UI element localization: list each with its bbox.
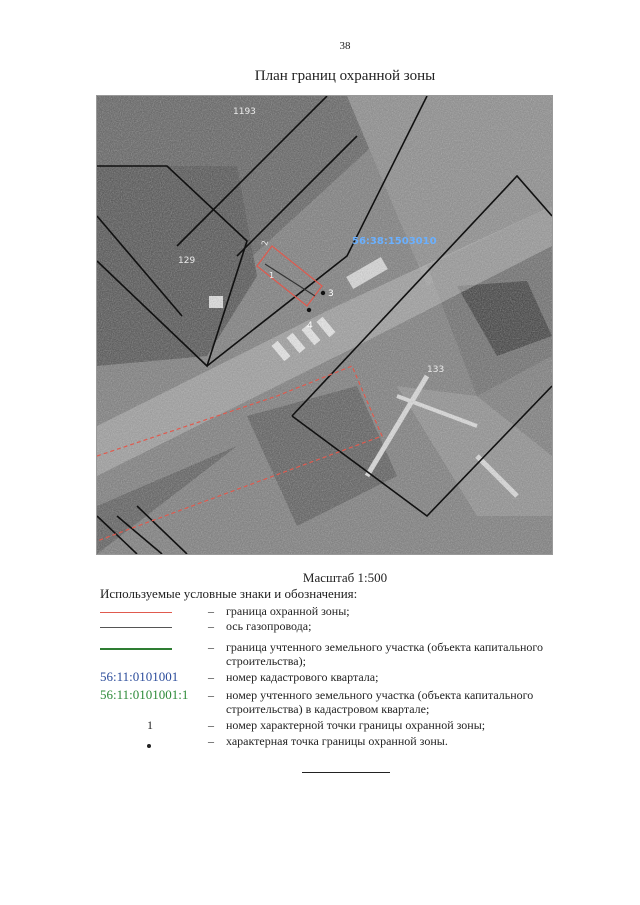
point-label-2: 2 (260, 239, 270, 247)
map-scale: Масштаб 1:500 (302, 570, 388, 585)
page-number: 38 (339, 40, 351, 52)
legend-desc: номер кадастрового квартала; (226, 670, 379, 684)
parcel-label-1193: 1193 (233, 107, 256, 117)
boundary-point (321, 291, 325, 295)
point-number-symbol: 1 (147, 718, 153, 732)
boundary-point (307, 308, 311, 312)
bottom-rule (302, 772, 390, 773)
point-label-1: 1 (269, 271, 275, 280)
quarter-number-symbol: 56:11:0101001 (100, 669, 179, 684)
legend-title: Используемые условные знаки и обозначения: (100, 586, 358, 601)
point-dot-symbol (147, 744, 151, 748)
legend-desc: граница охранной зоны; (226, 604, 350, 618)
parcel-number-symbol: 56:11:0101001:1 (100, 687, 189, 702)
legend-desc: характерная точка границы охранной зоны. (226, 734, 448, 748)
legend-desc: граница учтенного земельного участка (объекта капитального строительства); (226, 640, 544, 668)
legend-desc: номер характерной точки границы охранной зоны; (226, 718, 486, 732)
point-label-3: 3 (328, 289, 334, 299)
cadastral-quarter-label: 56:38:1503010 (352, 236, 437, 247)
legend-desc: ось газопровода; (226, 619, 312, 633)
point-label-4: 4 (307, 321, 313, 331)
aerial-map (96, 95, 553, 555)
parcel-border-symbol (100, 640, 200, 654)
parcel-label-133: 133 (427, 365, 445, 375)
parcel-label-129: 129 (178, 256, 196, 266)
legend-desc: номер учтенного земельного участка (объекта капитального строительства) в кадастровом квартале; (226, 688, 534, 716)
page-title: План границ охранной зоны (254, 68, 436, 84)
gas-axis-symbol (100, 619, 200, 633)
protection-zone-symbol (100, 604, 200, 618)
